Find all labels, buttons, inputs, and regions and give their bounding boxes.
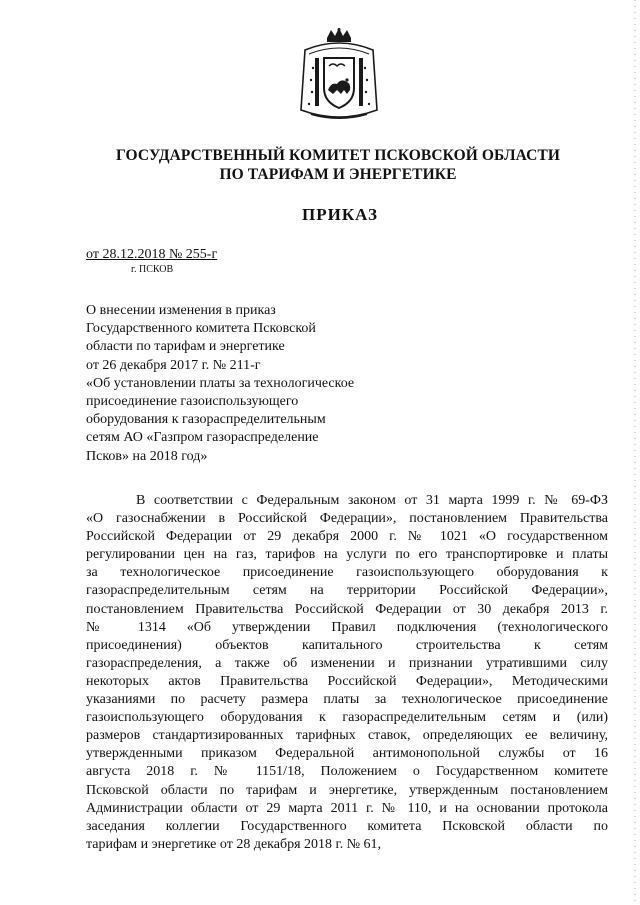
body-line: указаниями по расчету размера платы за технологическое присоединение: [86, 692, 608, 708]
body-line: Администрации области от 29 марта 2011 г. № 110, и на основании протокола: [86, 800, 608, 816]
body-line: постановлением Правительства Российской Федерации от 30 декабря 2013 г.: [86, 601, 608, 617]
body-line: заседания коллегии Государственного комитета Псковской области по: [86, 818, 608, 834]
subject-line: Псков» на 2018 год»: [86, 448, 208, 464]
body-line: Российской Федерации от 29 декабря 2000 г. № 1021 «О государственном: [86, 529, 608, 545]
number-sign: №: [165, 247, 186, 262]
body-line: газораспределения, а также об изменении и признании утратившими силу: [86, 655, 608, 671]
order-date-number: [86, 247, 217, 263]
subject-line: области по тарифам и энергетике: [86, 339, 285, 355]
order-subject: [86, 302, 416, 466]
body-line: В соответствии с Федеральным законом от 31 марта 1999 г. № 69-ФЗ: [136, 493, 608, 508]
body-line: газоиспользующего оборудования к газораспределительным сетям и (или): [86, 710, 608, 726]
body-line: утвержденными приказом Федеральной антимонопольной службы от 16: [86, 746, 608, 762]
subject-line: присоединение газоиспользующего: [86, 394, 299, 410]
body-line: присоединения) объектов капитального строительства к сетям: [86, 637, 608, 653]
body-line: размеров стандартизированных тарифных ставок, определяющих ее величину,: [86, 728, 608, 744]
organization-name-line2: ПО ТАРИФАМ И ЭНЕРГЕТИКЕ: [219, 166, 457, 183]
subject-line: О внесении изменения в приказ: [86, 303, 276, 318]
order-date: 28.12.2018: [102, 247, 166, 262]
subject-line: оборудования к газораспределительным: [86, 412, 326, 428]
body-line: тарифам и энергетике от 28 декабря 2018 г. № 61,: [86, 836, 382, 852]
order-number: 255-г: [185, 247, 218, 262]
subject-line: сетям АО «Газпром газораспределение: [86, 430, 319, 446]
subject-line: от 26 декабря 2017 г. № 211-г: [86, 357, 261, 373]
body-line: августа 2018 г. № 1151/18, Положением о Государственном комитете: [86, 764, 608, 780]
body-line: Псковской области по тарифам и энергетике, утвержденным постановлением: [86, 782, 608, 798]
body-line: «О газоснабжении в Российской Федерации», постановлением Правительства: [86, 511, 608, 527]
preamble-paragraph: [86, 492, 608, 854]
city-label: г. ПСКОВ: [131, 264, 174, 275]
body-line: газораспределительным сетям на территории Российской Федерации»,: [86, 583, 608, 599]
document-type-title: ПРИКАЗ: [302, 205, 378, 224]
date-prefix: от: [86, 247, 103, 262]
organization-name-line1: ГОСУДАРСТВЕННЫЙ КОМИТЕТ ПСКОВСКОЙ ОБЛАСТИ: [115, 147, 561, 164]
body-line: № 1314 «Об утверждении Правил подключения (технологического: [86, 619, 608, 635]
body-line: регулировании цен на газ, тарифов на услуги по его транспортировке и платы: [86, 547, 608, 563]
coat-of-arms-icon: [297, 28, 381, 124]
subject-line: Государственного комитета Псковской: [86, 321, 316, 337]
body-line: некоторых актов Правительства Российской Федерации», Методическими: [86, 673, 608, 689]
scan-edge-artifact: [634, 0, 636, 905]
body-line: за технологическое присоединение газоиспользующего оборудования к: [86, 565, 608, 581]
subject-line: «Об установлении платы за технологическое: [86, 375, 355, 391]
